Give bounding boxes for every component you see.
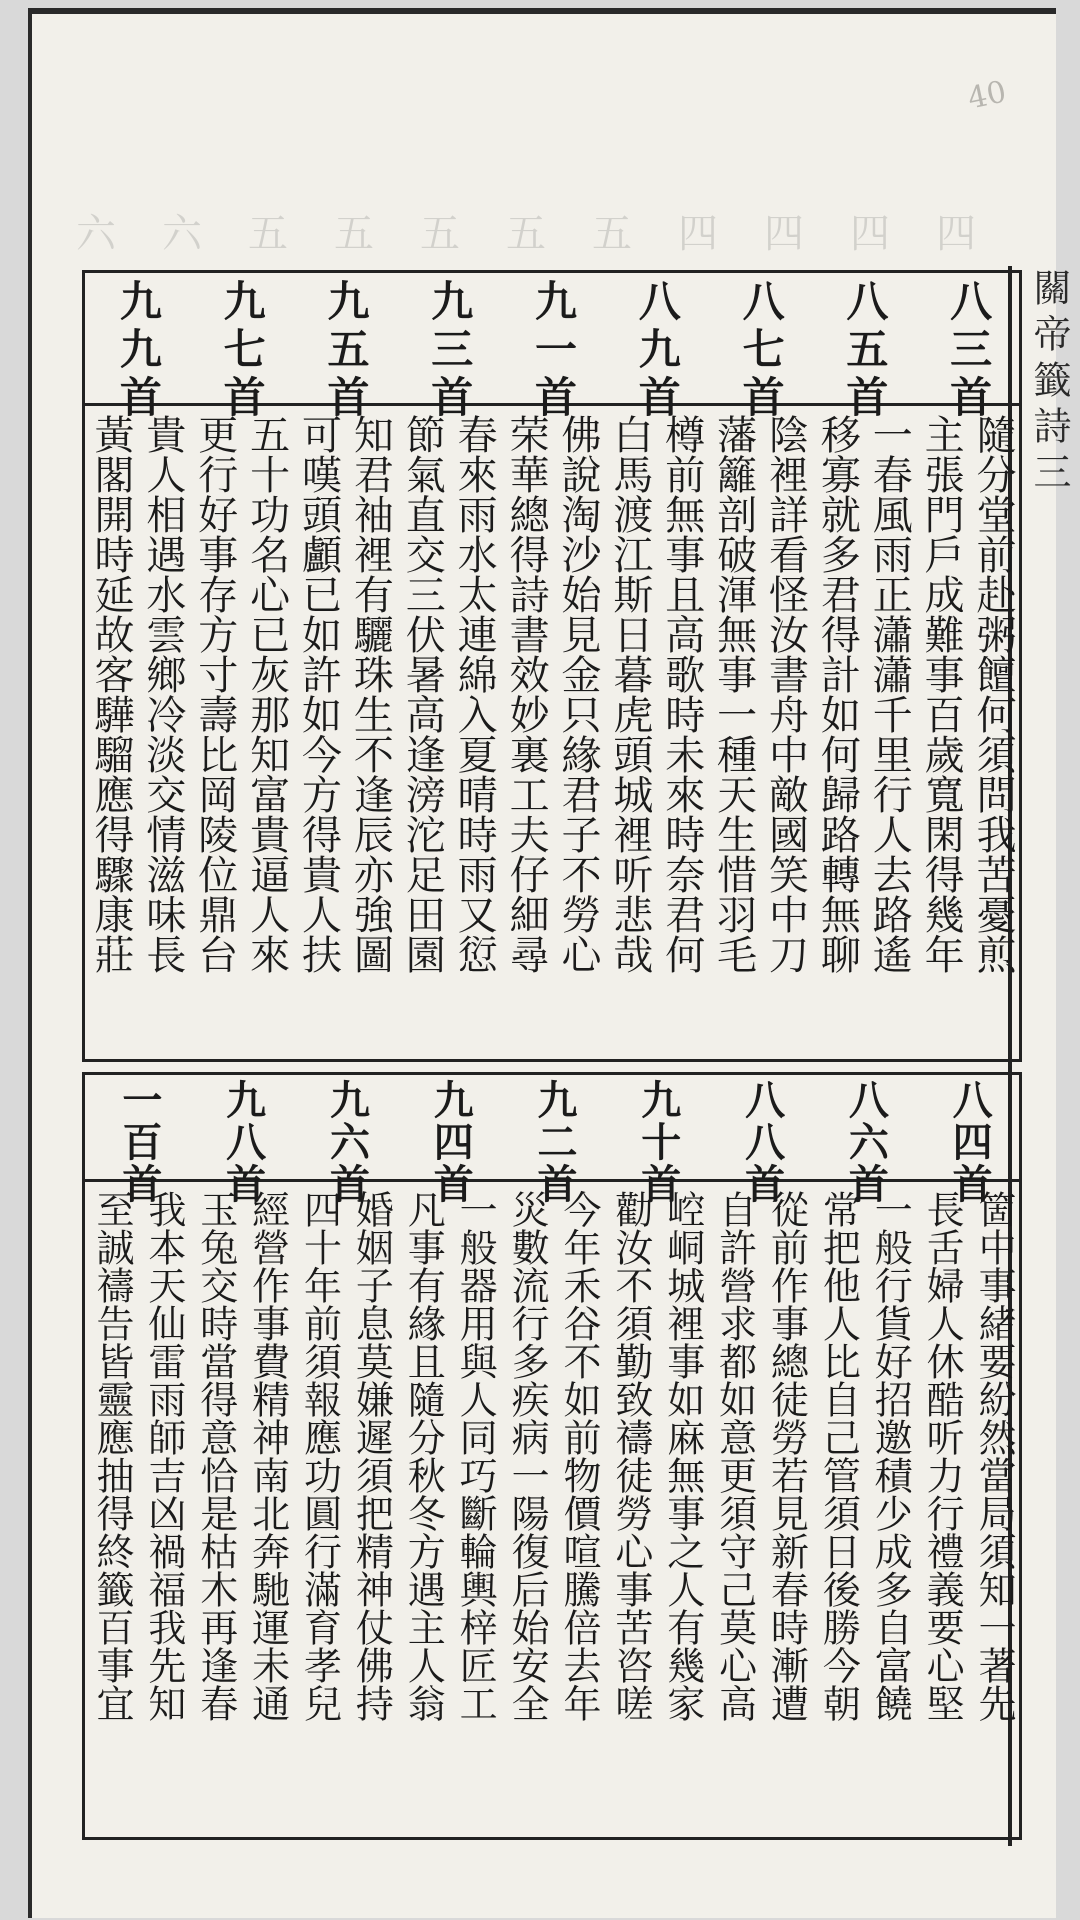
bleed-char: 四: [678, 211, 718, 257]
bleed-char: 五: [506, 211, 546, 257]
poem-number-heading: 八三首: [944, 279, 994, 423]
top-heading-row: [85, 273, 1019, 423]
verse-line: 凡事有緣且隨分秋冬方遇主人翁: [401, 1190, 446, 1722]
verse-line: 黃閣開時延故客驊騮應得驟康莊: [87, 414, 134, 974]
verse-line: 從前作事總徒勞若見新春時漸遭: [764, 1190, 809, 1722]
bleed-char: 四: [850, 211, 890, 257]
bleed-char: 六: [162, 211, 202, 257]
bleed-char: 四: [936, 211, 976, 257]
verse-line: 隨分堂前赴粥饘何須問我苦憂煎: [970, 414, 1017, 974]
verse-line: 主張門戶成難事百歲寬閑得幾年: [918, 414, 965, 974]
page-title: 關帝籤詩三: [1027, 268, 1071, 498]
verse-line: 白馬渡江斯日暮虎頭城裡听悲哉: [606, 414, 653, 974]
verse-line: 陰裡詳看怪汝書舟中敵國笑中刀: [762, 414, 809, 974]
verse-line: 荣華總得詩書效妙裏工夫仔細尋: [503, 414, 550, 974]
verse-line: 勸汝不須勤致禱徒勞心事苦咨嗟: [608, 1190, 653, 1722]
verse-line: 玉兔交時當得意恰是枯木再逢春: [193, 1190, 238, 1722]
poem-number-heading: 九九首: [113, 279, 163, 423]
verse-line: 婚姻子息莫嫌遲須把精神仗佛持: [349, 1190, 394, 1722]
verse-line: 五十功名心已灰那知富貴逼人來: [243, 414, 290, 974]
poem-number-heading: 九七首: [217, 279, 267, 423]
poem-number-heading: 九三首: [425, 279, 475, 423]
poem-number-heading: 九六首: [323, 1079, 371, 1205]
poem-number-heading: 九十首: [634, 1079, 682, 1205]
poem-number-heading: 八七首: [736, 279, 786, 423]
verse-line: 知君袖裡有驪珠生不逢辰亦強圖: [347, 414, 394, 974]
page-number: 40: [964, 74, 1010, 117]
verse-line: 一春風雨正瀟瀟千里行人去路遙: [866, 414, 913, 974]
bottom-verse-row: [85, 1182, 1019, 1837]
verse-line: 節氣直交三伏暑高逢滂沱足田園: [399, 414, 446, 974]
verse-line: 自許營求都如意更須守己莫心高: [712, 1190, 757, 1722]
verse-line: 可嘆頭顱已如許如今方得貴人扶: [295, 414, 342, 974]
poem-number-heading: 八八首: [738, 1079, 786, 1205]
poem-number-heading: 九一首: [529, 279, 578, 423]
poem-number-heading: 一百首: [115, 1079, 163, 1205]
bleed-char: 五: [592, 211, 632, 257]
verse-line: 移寡就多君得計如何歸路轉無聊: [814, 414, 861, 974]
verse-line: 一般器用與人同巧斷輪輿梓匠工: [453, 1190, 498, 1722]
poem-number-heading: 八五首: [840, 279, 890, 423]
verse-line: 佛說淘沙始見金只緣君子不勞心: [554, 414, 601, 974]
verse-line: 更行好事存方寸壽比岡陵位鼎台: [191, 414, 238, 974]
verse-line: 長舌婦人休酷听力行禮義要心堅: [920, 1190, 965, 1722]
bleed-through-text: [56, 202, 1036, 266]
bottom-heading-row: [85, 1075, 1019, 1205]
verse-line: 經營作事費精神南北奔馳運未通: [245, 1190, 290, 1722]
bleed-char: 五: [420, 211, 460, 257]
poem-number-heading: 九五首: [321, 279, 371, 423]
verse-line: 樽前無事且高歌時未來時奈君何: [658, 414, 705, 974]
poem-number-heading: 九四首: [427, 1079, 475, 1205]
verse-line: 四十年前須報應功圓行滿育孝兒: [297, 1190, 342, 1722]
poem-number-heading: 八四首: [946, 1079, 994, 1205]
verse-line: 今年禾谷不如前物價喧騰倍去年: [556, 1190, 601, 1722]
poem-number-heading: 八六首: [842, 1079, 890, 1205]
poem-number-heading: 九二首: [531, 1079, 578, 1205]
verse-line: 崆峒城裡事如麻無事之人有幾家: [660, 1190, 705, 1722]
bleed-char: 四: [764, 211, 804, 257]
verse-line: 春來雨水太連綿入夏晴時雨又愆: [451, 414, 498, 974]
poem-number-heading: 八九首: [632, 279, 682, 423]
top-verse-row: [85, 406, 1019, 1059]
bottom-verse-block: [82, 1072, 1022, 1840]
verse-line: 至誠禱告皆靈應抽得終籤百事宜: [89, 1190, 134, 1722]
verse-line: 箇中事緒要紛然當局須知一著先: [972, 1190, 1017, 1722]
bleed-char: 五: [334, 211, 374, 257]
verse-line: 我本天仙雷雨師吉凶禍福我先知: [141, 1190, 186, 1722]
bleed-char: 五: [248, 211, 288, 257]
top-verse-block: [82, 270, 1022, 1062]
verse-line: 藩籬剖破渾無事一種天生惜羽毛: [710, 414, 757, 974]
verse-line: 災數流行多疾病一陽復后始安全: [505, 1190, 550, 1722]
verse-line: 一般行貨好招邀積少成多自富饒: [868, 1190, 913, 1722]
poem-number-heading: 九八首: [219, 1079, 267, 1205]
verse-line: 貴人相遇水雲鄉冷淡交情滋味長: [139, 414, 186, 974]
verse-line: 常把他人比自己管須日後勝今朝: [816, 1190, 861, 1722]
bleed-char: 六: [76, 211, 116, 257]
